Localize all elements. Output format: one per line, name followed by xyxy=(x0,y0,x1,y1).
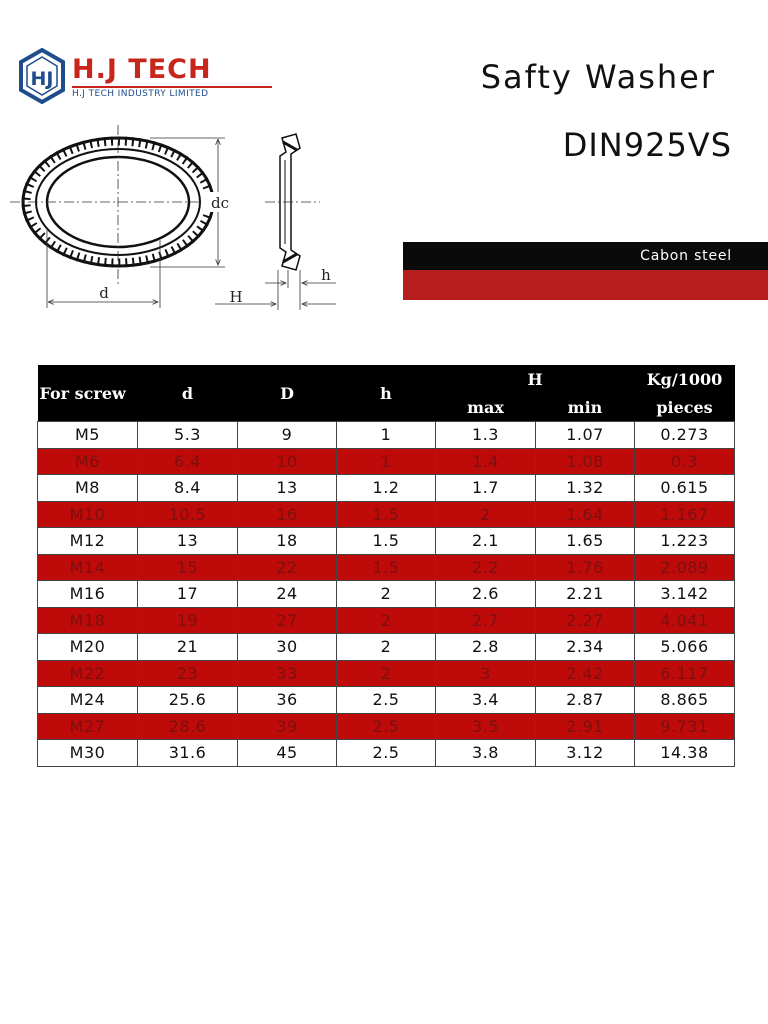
svg-text:HJ: HJ xyxy=(30,68,54,90)
cell-screw: M6 xyxy=(38,448,138,475)
cell-H-min: 2.87 xyxy=(536,687,635,714)
table-row xyxy=(38,422,735,449)
cell-D: 45 xyxy=(238,740,337,767)
brand-name: H.J TECH xyxy=(72,54,212,85)
dimension-H-h xyxy=(215,266,336,310)
cell-H-max: 2.6 xyxy=(436,581,536,608)
header-D: D xyxy=(238,365,337,422)
hexagon-logo-icon xyxy=(18,48,66,104)
cell-h: 2 xyxy=(337,607,436,634)
company-logo xyxy=(18,48,258,108)
cell-H-min: 1.07 xyxy=(536,422,635,449)
product-model: DIN925VS xyxy=(562,126,732,164)
cell-H-min: 2.27 xyxy=(536,607,635,634)
cell-screw: M10 xyxy=(38,501,138,528)
cell-D: 22 xyxy=(238,554,337,581)
cell-H-max: 2.2 xyxy=(436,554,536,581)
cell-D: 16 xyxy=(238,501,337,528)
washer-technical-drawing xyxy=(0,120,400,320)
cell-h: 1.5 xyxy=(337,528,436,555)
cell-screw: M24 xyxy=(38,687,138,714)
cell-H-max: 2.1 xyxy=(436,528,536,555)
cell-d: 5.3 xyxy=(138,422,238,449)
cell-H-max: 2 xyxy=(436,501,536,528)
cell-H-min: 2.21 xyxy=(536,581,635,608)
cell-h: 2 xyxy=(337,660,436,687)
cell-kg-per-1000: 0.615 xyxy=(635,475,735,502)
header-kg-top: Kg/1000 xyxy=(635,365,735,393)
header-H: H xyxy=(436,365,635,393)
cell-d: 21 xyxy=(138,634,238,661)
cell-d: 31.6 xyxy=(138,740,238,767)
table-row xyxy=(38,501,735,528)
table-row xyxy=(38,554,735,581)
cell-screw: M30 xyxy=(38,740,138,767)
cell-kg-per-1000: 1.223 xyxy=(635,528,735,555)
header-H-min: min xyxy=(536,393,635,422)
cell-d: 19 xyxy=(138,607,238,634)
header-H-max: max xyxy=(436,393,536,422)
product-title: Safty Washer xyxy=(480,58,716,96)
cell-H-max: 1.3 xyxy=(436,422,536,449)
spec-table-body xyxy=(38,422,735,767)
cell-kg-per-1000: 2.089 xyxy=(635,554,735,581)
cell-kg-per-1000: 1.167 xyxy=(635,501,735,528)
cell-h: 2 xyxy=(337,581,436,608)
cell-h: 1.5 xyxy=(337,501,436,528)
cell-D: 27 xyxy=(238,607,337,634)
cell-h: 2.5 xyxy=(337,713,436,740)
table-row xyxy=(38,607,735,634)
cell-d: 17 xyxy=(138,581,238,608)
cell-D: 10 xyxy=(238,448,337,475)
table-row xyxy=(38,448,735,475)
table-row xyxy=(38,634,735,661)
header-d: d xyxy=(138,365,238,422)
cell-kg-per-1000: 9.731 xyxy=(635,713,735,740)
label-h: h xyxy=(321,266,331,284)
washer-side-view xyxy=(265,134,320,270)
cell-H-max: 2.8 xyxy=(436,634,536,661)
table-row xyxy=(38,740,735,767)
cell-H-min: 2.42 xyxy=(536,660,635,687)
cell-kg-per-1000: 4.041 xyxy=(635,607,735,634)
label-d: d xyxy=(99,284,109,302)
cell-h: 2 xyxy=(337,634,436,661)
cell-H-min: 2.91 xyxy=(536,713,635,740)
cell-screw: M20 xyxy=(38,634,138,661)
cell-kg-per-1000: 5.066 xyxy=(635,634,735,661)
cell-h: 2.5 xyxy=(337,687,436,714)
cell-d: 13 xyxy=(138,528,238,555)
header-for-screw: For screw xyxy=(38,365,138,422)
cell-H-min: 2.34 xyxy=(536,634,635,661)
cell-H-min: 1.08 xyxy=(536,448,635,475)
cell-screw: M14 xyxy=(38,554,138,581)
cell-d: 15 xyxy=(138,554,238,581)
table-row xyxy=(38,660,735,687)
cell-H-max: 2.7 xyxy=(436,607,536,634)
cell-kg-per-1000: 0.273 xyxy=(635,422,735,449)
cell-H-max: 1.7 xyxy=(436,475,536,502)
cell-H-min: 1.64 xyxy=(536,501,635,528)
cell-H-max: 3.5 xyxy=(436,713,536,740)
table-row xyxy=(38,475,735,502)
header-h: h xyxy=(337,365,436,422)
cell-d: 8.4 xyxy=(138,475,238,502)
table-row xyxy=(38,713,735,740)
cell-H-min: 1.65 xyxy=(536,528,635,555)
cell-H-max: 3.8 xyxy=(436,740,536,767)
cell-D: 39 xyxy=(238,713,337,740)
cell-screw: M18 xyxy=(38,607,138,634)
label-H: H xyxy=(229,288,243,306)
cell-H-min: 3.12 xyxy=(536,740,635,767)
cell-D: 33 xyxy=(238,660,337,687)
cell-screw: M8 xyxy=(38,475,138,502)
cell-screw: M27 xyxy=(38,713,138,740)
cell-kg-per-1000: 6.117 xyxy=(635,660,735,687)
cell-D: 18 xyxy=(238,528,337,555)
brand-subtitle: H.J TECH INDUSTRY LIMITED xyxy=(72,89,209,99)
material-accent-bar xyxy=(403,270,768,300)
cell-kg-per-1000: 8.865 xyxy=(635,687,735,714)
cell-kg-per-1000: 0.3 xyxy=(635,448,735,475)
cell-H-min: 1.76 xyxy=(536,554,635,581)
cell-D: 30 xyxy=(238,634,337,661)
cell-h: 1.5 xyxy=(337,554,436,581)
label-dc: dc xyxy=(210,194,230,212)
cell-H-max: 3 xyxy=(436,660,536,687)
cell-d: 10.5 xyxy=(138,501,238,528)
material-bar xyxy=(403,242,768,270)
cell-D: 24 xyxy=(238,581,337,608)
cell-H-min: 1.32 xyxy=(536,475,635,502)
cell-d: 6.4 xyxy=(138,448,238,475)
cell-d: 25.6 xyxy=(138,687,238,714)
cell-d: 28.6 xyxy=(138,713,238,740)
cell-h: 2.5 xyxy=(337,740,436,767)
cell-h: 1.2 xyxy=(337,475,436,502)
material-label: Cabon steel xyxy=(640,248,732,264)
spec-table-header xyxy=(38,365,735,422)
cell-D: 36 xyxy=(238,687,337,714)
cell-d: 23 xyxy=(138,660,238,687)
cell-H-max: 1.4 xyxy=(436,448,536,475)
brand-underline xyxy=(72,86,272,88)
table-row xyxy=(38,581,735,608)
cell-screw: M16 xyxy=(38,581,138,608)
cell-kg-per-1000: 3.142 xyxy=(635,581,735,608)
cell-h: 1 xyxy=(337,448,436,475)
header-kg-bottom: pieces xyxy=(635,393,735,422)
cell-screw: M5 xyxy=(38,422,138,449)
cell-D: 13 xyxy=(238,475,337,502)
cell-H-max: 3.4 xyxy=(436,687,536,714)
table-row xyxy=(38,687,735,714)
cell-D: 9 xyxy=(238,422,337,449)
cell-h: 1 xyxy=(337,422,436,449)
cell-screw: M12 xyxy=(38,528,138,555)
cell-kg-per-1000: 14.38 xyxy=(635,740,735,767)
cell-screw: M22 xyxy=(38,660,138,687)
spec-table xyxy=(37,365,735,767)
table-row xyxy=(38,528,735,555)
washer-front-view xyxy=(10,125,235,285)
